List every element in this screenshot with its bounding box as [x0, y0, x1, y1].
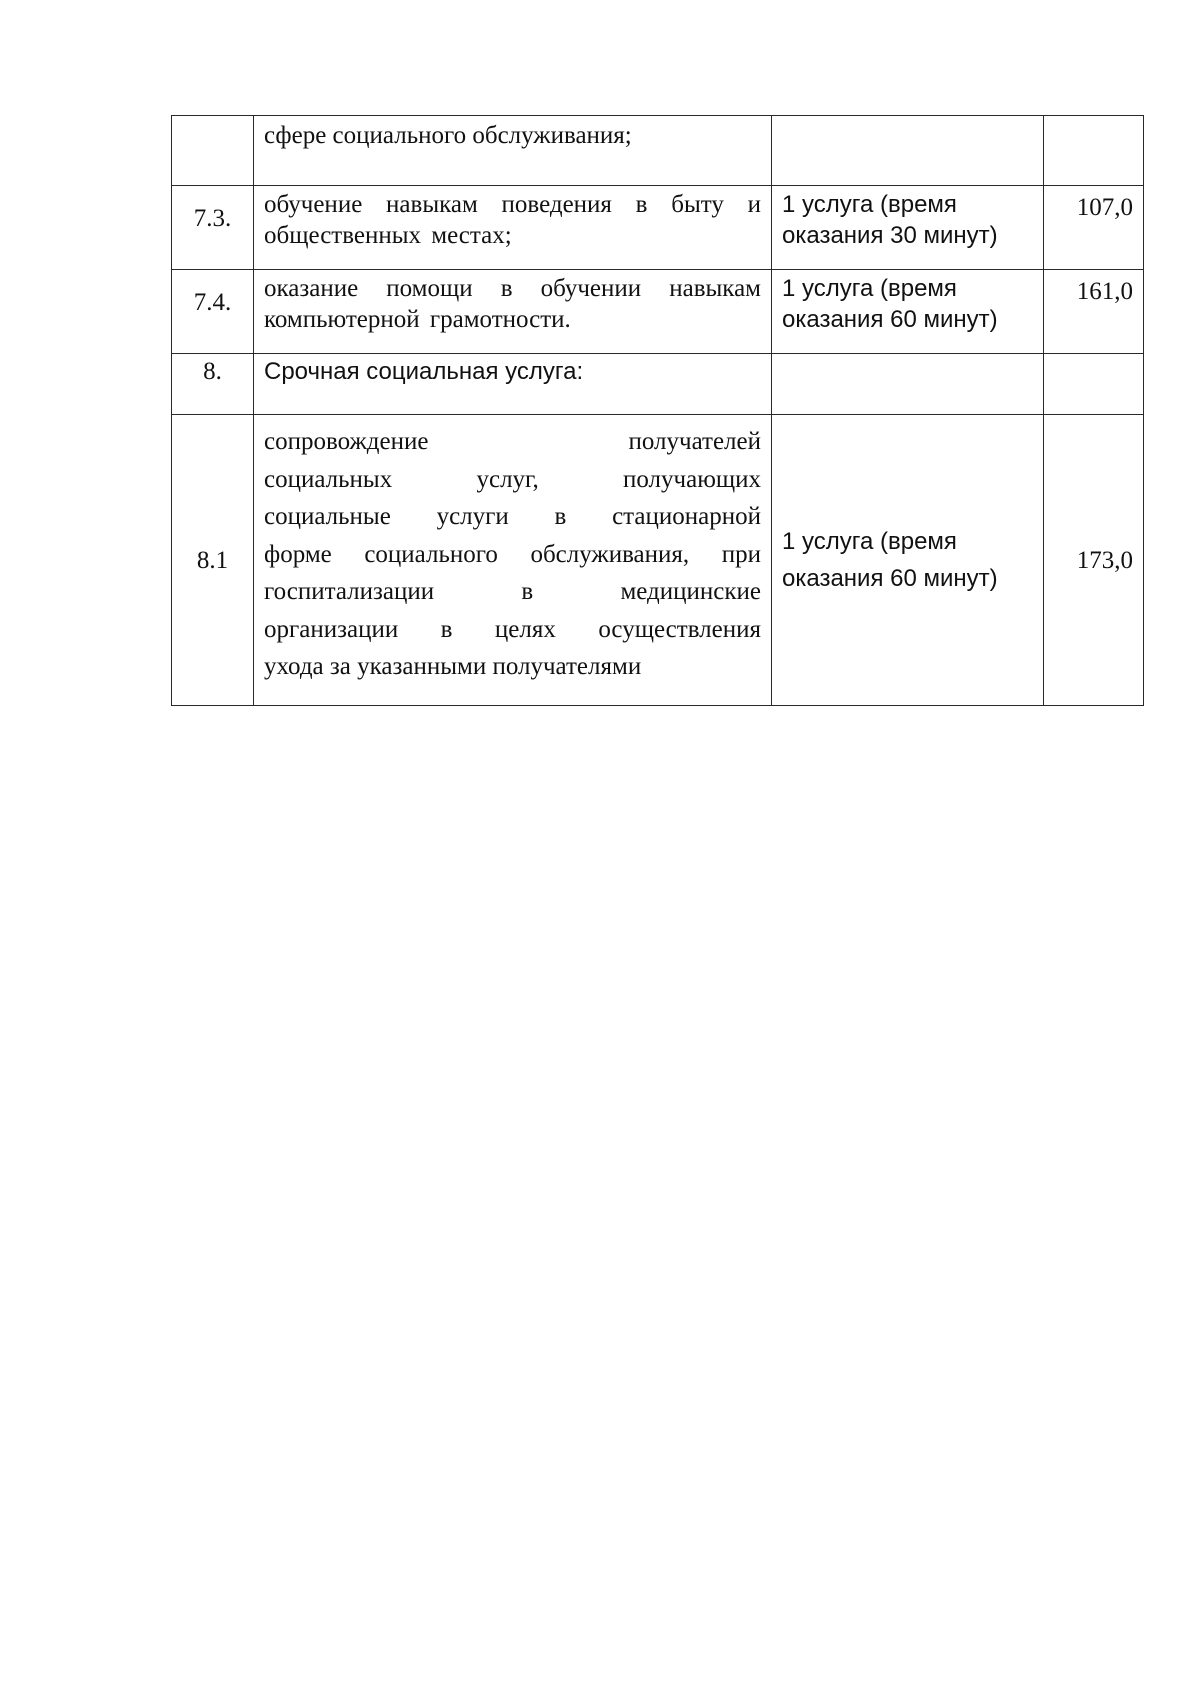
service-name-line: организации в целях осуществления	[264, 615, 761, 643]
unit-line: оказания 60 минут)	[782, 306, 998, 333]
row-number-cell	[172, 116, 254, 186]
service-price-cell: 161,0	[1044, 270, 1144, 354]
unit-line: 1 услуга (время	[782, 275, 957, 302]
service-name-line: социальные услуги в стационарной	[264, 503, 761, 530]
service-name-line: форме социального обслуживания, при	[264, 540, 761, 568]
services-tariff-table	[171, 115, 1144, 706]
service-unit-cell	[772, 116, 1044, 186]
service-unit-cell	[772, 270, 1044, 354]
unit-line: 1 услуга (время	[782, 191, 957, 218]
service-name-line: ухода за указанными получателями	[264, 653, 642, 680]
section-heading-cell: Срочная социальная услуга:	[254, 354, 772, 415]
row-number-cell: 8.	[172, 354, 254, 415]
service-price-cell: 107,0	[1044, 186, 1144, 270]
service-name-line: госпитализации в медицинские	[264, 578, 761, 605]
unit-line: оказания 30 минут)	[782, 222, 998, 249]
service-price-cell: 173,0	[1044, 415, 1144, 706]
service-name-cell: сфере социального обслуживания;	[254, 116, 772, 186]
table-row	[172, 415, 1144, 706]
unit-line: 1 услуга (время	[782, 528, 957, 555]
service-price-cell	[1044, 354, 1144, 415]
row-number-cell: 7.3.	[172, 186, 254, 270]
service-name-line: социальных услуг, получающих	[264, 465, 761, 493]
table-row	[172, 116, 1144, 186]
service-price-cell	[1044, 116, 1144, 186]
service-name-cell: оказание помощи в обучении навыкам компьютерной грамотности.	[254, 270, 772, 354]
table-row	[172, 186, 1144, 270]
row-number-cell: 7.4.	[172, 270, 254, 354]
table-row	[172, 354, 1144, 415]
service-name-line: сопровождение получателей	[264, 428, 761, 455]
service-unit-cell	[772, 354, 1044, 415]
unit-line: оказания 60 минут)	[782, 565, 998, 592]
service-name-cell	[254, 415, 772, 706]
row-number-cell: 8.1	[172, 415, 254, 706]
table-row	[172, 270, 1144, 354]
service-unit-cell	[772, 186, 1044, 270]
service-name-cell: обучение навыкам поведения в быту и общественных местах;	[254, 186, 772, 270]
service-unit-cell	[772, 415, 1044, 706]
